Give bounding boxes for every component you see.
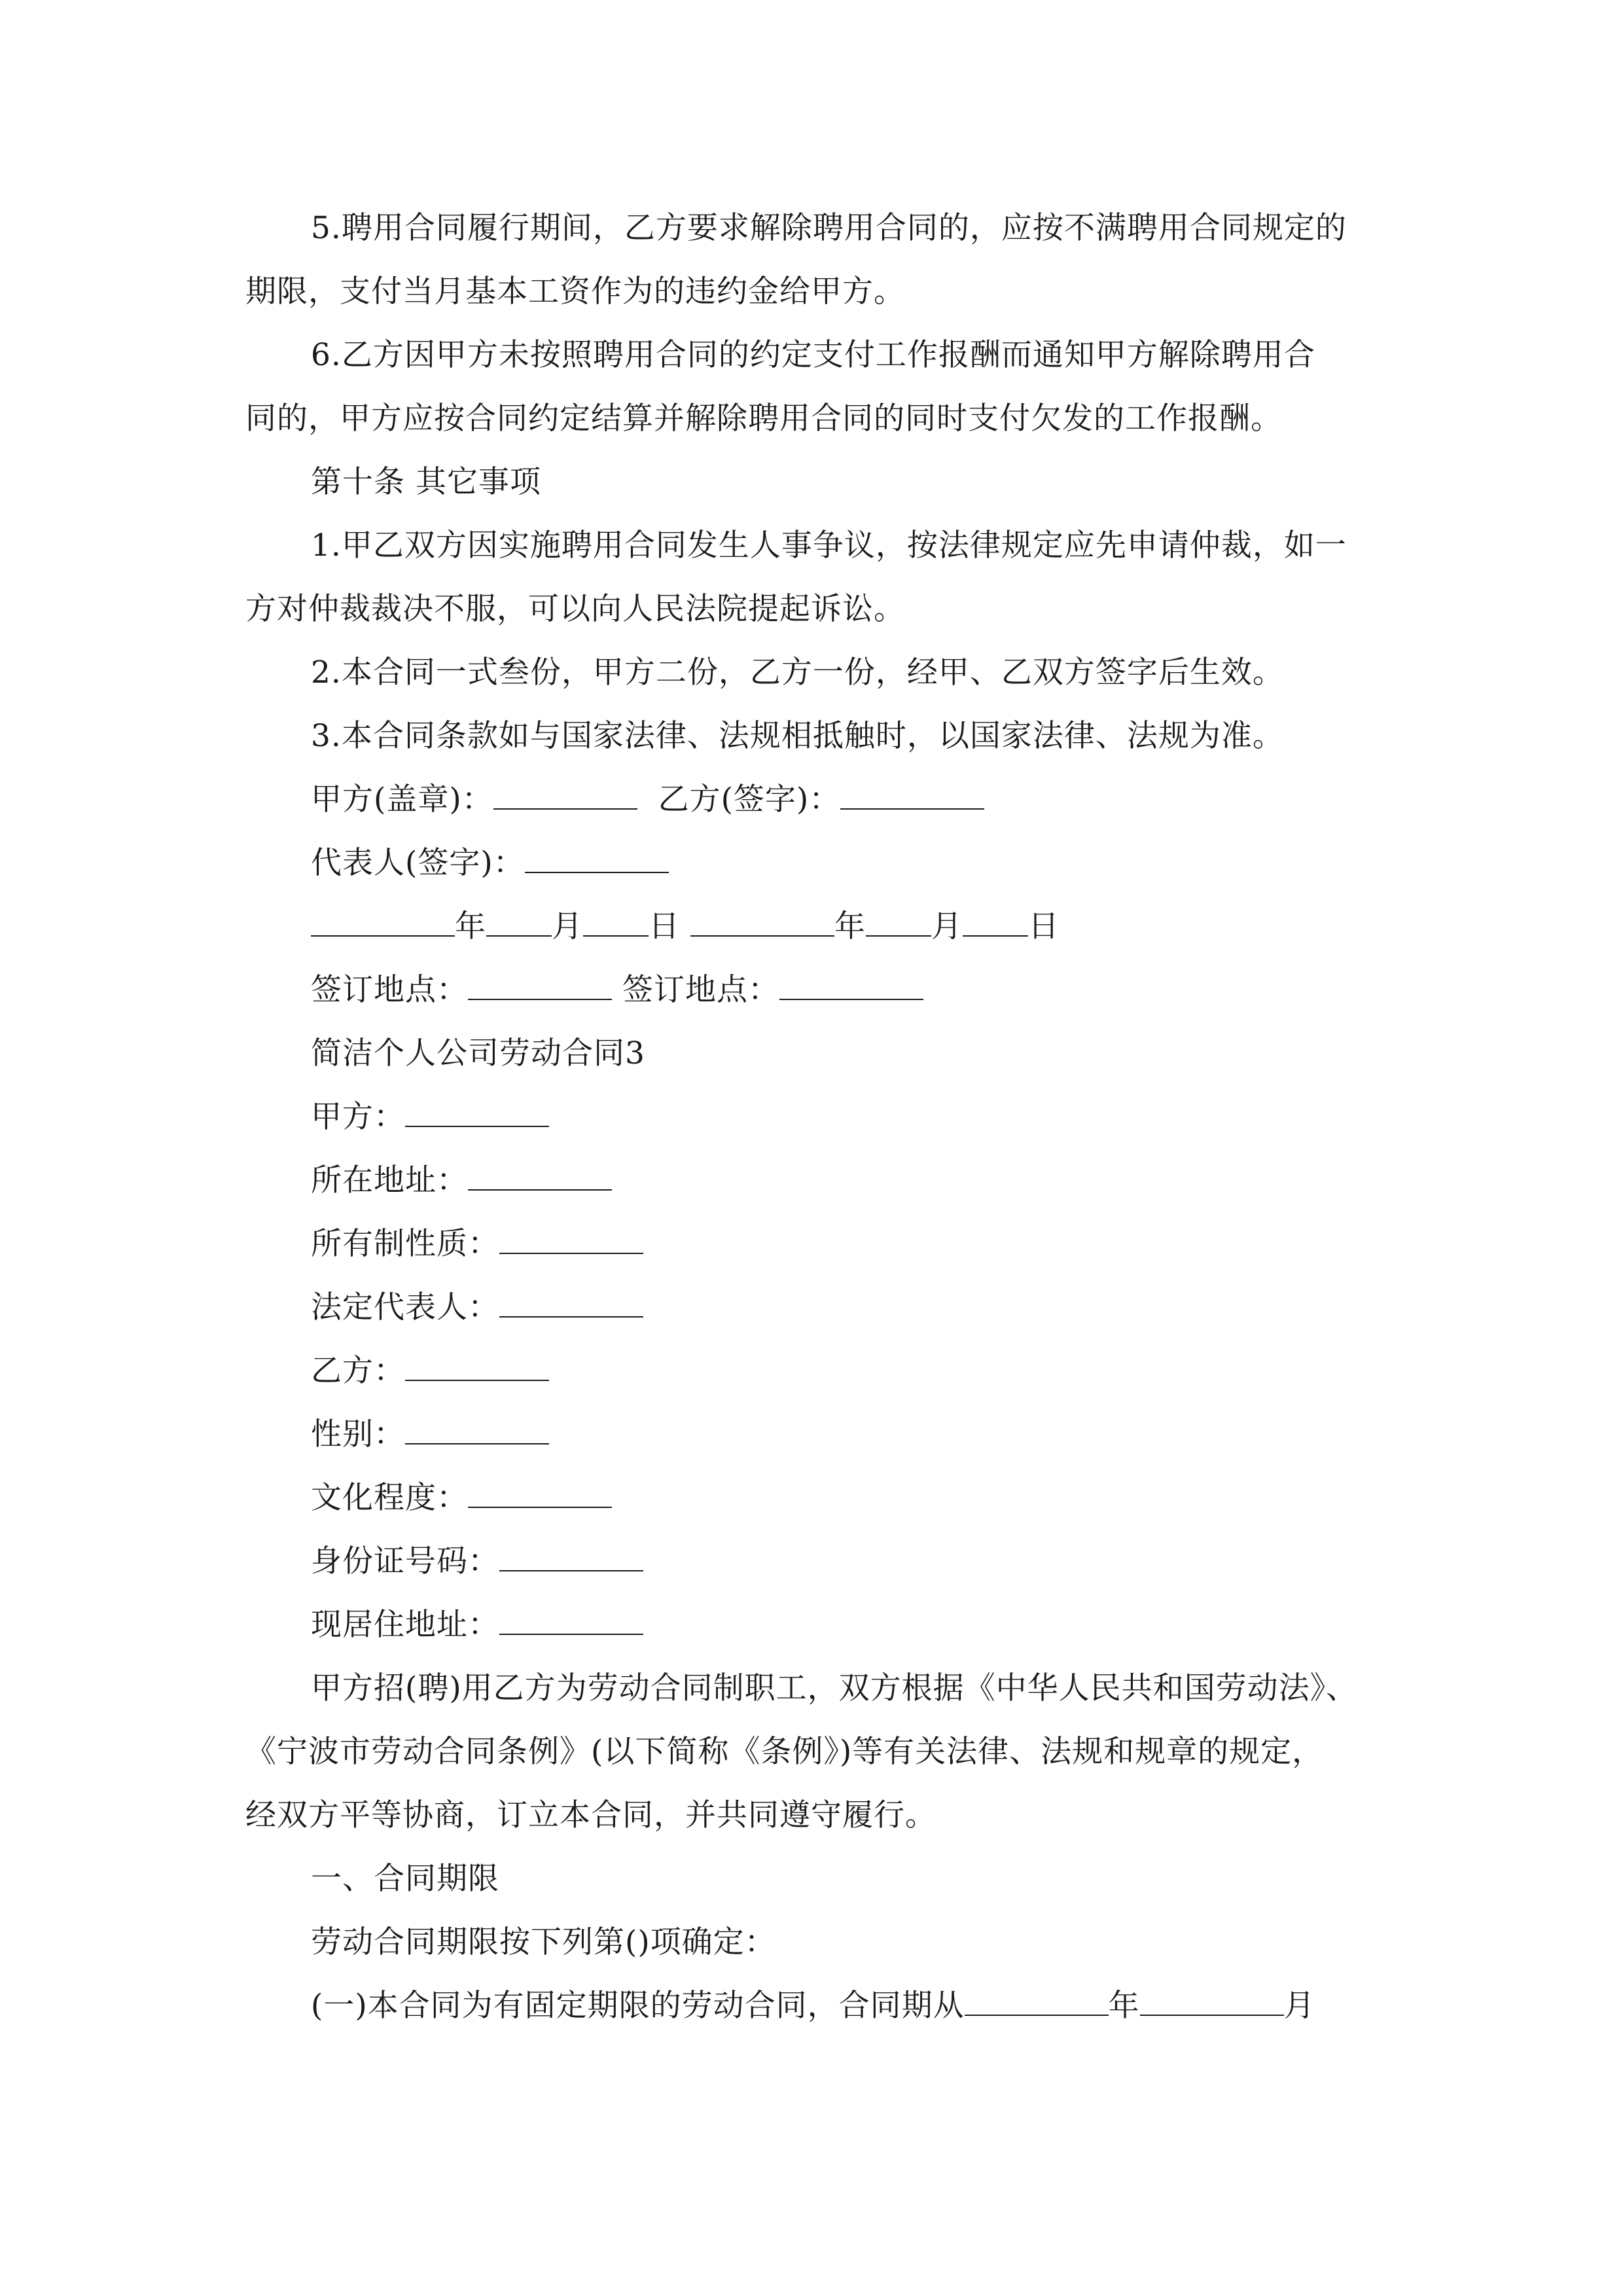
- party-b-day-label: 日: [1027, 908, 1060, 944]
- term-start-year-label: 年: [1108, 1988, 1140, 2024]
- field-residence-label: 现居住地址：: [311, 1607, 499, 1643]
- term-start-year-blank: [965, 1988, 1109, 2016]
- clause-9-5-line-1: 5.聘用合同履行期间，乙方要求解除聘用合同的，应按不满聘用合同规定的: [311, 210, 1347, 246]
- term-start-month-label: 月: [1283, 1988, 1315, 2024]
- field-gender: [245, 1403, 1381, 1466]
- field-ownership: [245, 1212, 1381, 1276]
- term-item-1-text: (一)本合同为有固定期限的劳动合同，合同期从: [311, 1988, 965, 2024]
- party-a-seal-label: 甲方(盖章)：: [311, 781, 493, 817]
- field-address-blank: [468, 1163, 612, 1191]
- field-party-a-blank: [405, 1100, 549, 1127]
- party-a-year-blank: [311, 909, 455, 937]
- field-education: [245, 1466, 1381, 1530]
- representative-label: 代表人(签字)：: [311, 845, 525, 881]
- party-b-year-label: 年: [834, 908, 866, 944]
- field-address-label: 所在地址：: [311, 1162, 468, 1198]
- field-gender-blank: [405, 1417, 549, 1444]
- field-id-number-label: 身份证号码：: [311, 1543, 499, 1579]
- party-b-month-blank: [866, 909, 931, 937]
- field-party-a-label: 甲方：: [311, 1099, 405, 1135]
- clause-10-1: [245, 514, 1381, 577]
- clause-9-6-line-1: 6.乙方因甲方未按照聘用合同的约定支付工作报酬而通知甲方解除聘用合: [311, 337, 1315, 373]
- party-a-month-label: 月: [552, 908, 583, 944]
- party-b-day-blank: [963, 909, 1028, 937]
- field-id-number: [245, 1530, 1381, 1593]
- representative-blank: [525, 846, 669, 873]
- term-intro: 劳动合同期限按下列第()项确定：: [311, 1924, 776, 1960]
- representative-line: [245, 831, 1381, 895]
- field-legal-rep-blank: [499, 1290, 643, 1318]
- party-a-place-label: 签订地点：: [311, 972, 468, 1008]
- field-party-b-label: 乙方：: [311, 1353, 405, 1389]
- signing-place-line: [245, 958, 1381, 1022]
- clause-9-6-cont: [245, 387, 1381, 450]
- article-10-heading: 第十条 其它事项: [311, 464, 541, 500]
- party-b-month-label: 月: [931, 908, 963, 944]
- field-ownership-blank: [499, 1227, 643, 1254]
- signature-parties-line: [245, 768, 1381, 831]
- field-residence: [245, 1593, 1381, 1657]
- clause-10-2: 2.本合同一式叁份，甲方二份，乙方一份，经甲、乙双方签字后生效。: [311, 655, 1284, 691]
- field-ownership-label: 所有制性质：: [311, 1226, 499, 1262]
- party-a-day-blank: [583, 909, 649, 937]
- preamble: [245, 1657, 1381, 1720]
- party-a-day-label: 日: [649, 908, 680, 944]
- preamble-line-2: 《宁波市劳动合同条例》(以下简称《条例》)等有关法律、法规和规章的规定，: [245, 1734, 1324, 1770]
- signature-date-line: [245, 895, 1381, 958]
- clause-9-5-cont: [245, 260, 1381, 323]
- field-party-a: [245, 1085, 1381, 1149]
- party-b-place-label: 签订地点：: [622, 972, 779, 1008]
- clause-10-1-line-2: 方对仲裁裁决不服，可以向人民法院提起诉讼。: [245, 591, 905, 627]
- clause-9-5: [245, 196, 1381, 260]
- preamble-cont: [245, 1720, 1381, 1847]
- field-address: [245, 1149, 1381, 1212]
- field-id-number-blank: [499, 1544, 643, 1571]
- party-a-year-label: 年: [455, 908, 486, 944]
- party-b-year-blank: [690, 909, 834, 937]
- field-education-blank: [468, 1480, 612, 1508]
- preamble-line-1: 甲方招(聘)用乙方为劳动合同制职工，双方根据《中华人民共和国劳动法》、: [311, 1670, 1358, 1706]
- clause-10-1-line-1: 1.甲乙双方因实施聘用合同发生人事争议，按法律规定应先申请仲裁，如一: [311, 528, 1347, 564]
- field-party-b-blank: [405, 1354, 549, 1381]
- party-b-place-blank: [779, 973, 923, 1000]
- field-legal-rep: [245, 1276, 1381, 1339]
- clause-9-6: [245, 323, 1381, 387]
- clause-10-3: 3.本合同条款如与国家法律、法规相抵触时，以国家法律、法规为准。: [311, 718, 1284, 754]
- party-a-place-blank: [468, 973, 612, 1000]
- field-education-label: 文化程度：: [311, 1480, 468, 1516]
- party-b-sign-label: 乙方(签字)：: [658, 781, 841, 817]
- field-residence-blank: [499, 1607, 643, 1635]
- field-gender-label: 性别：: [311, 1416, 405, 1452]
- section-1-heading: 一、合同期限: [311, 1861, 499, 1897]
- field-legal-rep-label: 法定代表人：: [311, 1289, 499, 1325]
- clause-10-1-cont: [245, 577, 1381, 641]
- clause-9-5-line-2: 期限，支付当月基本工资作为的违约金给甲方。: [245, 274, 905, 310]
- party-a-seal-blank: [493, 782, 637, 810]
- term-start-month-blank: [1140, 1988, 1284, 2016]
- preamble-line-3: 经双方平等协商，订立本合同，并共同遵守履行。: [245, 1797, 936, 1833]
- term-item-1: [245, 1974, 1381, 2037]
- party-a-month-blank: [486, 909, 552, 937]
- clause-9-6-line-2: 同的，甲方应按合同约定结算并解除聘用合同的同时支付欠发的工作报酬。: [245, 401, 1282, 437]
- field-party-b: [245, 1339, 1381, 1403]
- party-b-sign-blank: [840, 782, 984, 810]
- contract3-title: 简洁个人公司劳动合同3: [311, 1035, 645, 1071]
- document-body: [245, 196, 1381, 2037]
